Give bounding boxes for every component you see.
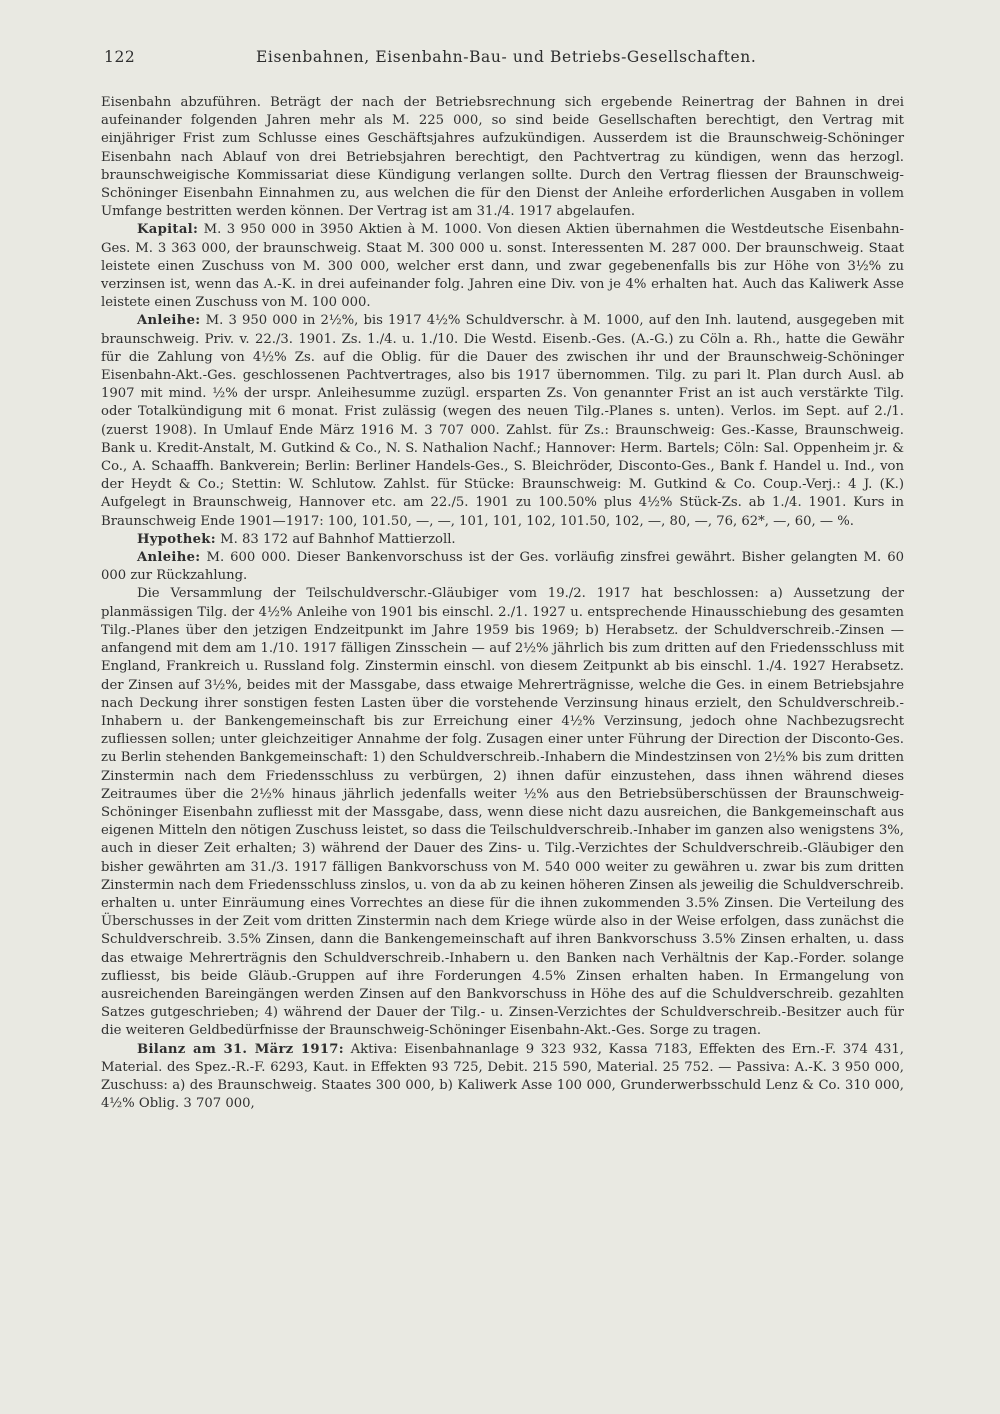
paragraph-continuation xyxy=(101,94,904,221)
paragraph-heading: Kapital: xyxy=(137,222,199,238)
paragraph-heading: Bilanz am 31. März 1917: xyxy=(137,1041,344,1057)
page-header xyxy=(104,48,904,72)
paragraph-anleihe-2 xyxy=(101,549,904,585)
paragraph-heading: Anleihe: xyxy=(137,550,201,566)
paragraph-bilanz xyxy=(101,1041,904,1114)
paragraph-kapital xyxy=(101,221,904,312)
paragraph-anleihe xyxy=(101,312,904,530)
page-number: 122 xyxy=(104,48,136,66)
paragraph-versammlung xyxy=(101,585,904,1040)
paragraph-text: Aktiva: Eisenbahnanlage 9 323 932, Kassa 7183, Effekten des Ern.-F. 374 431, Material. des Spez.-R.-F. 6293, Kaut. in Effekten 93 725, Debit. 215 590, Material. 25 752. — Passiva: A.-K. 3 950 000, Zuschuss: a) des Braunschweig. Staates 300 000, b) Kaliwerk Asse 100 000, Grunderwerbsschuld Lenz & Co. 310 000, 4½% Oblig. 3 707 000, xyxy=(101,1041,904,1112)
paragraph-text: M. 83 172 auf Bahnhof Mattierzoll. xyxy=(220,531,456,547)
running-title: Eisenbahnen, Eisenbahn-Bau- und Betriebs-Gesellschaften. xyxy=(256,48,757,66)
paragraph-text: M. 3 950 000 in 2½%, bis 1917 4½% Schuldverschr. à M. 1000, auf den Inh. lautend, ausgegeben mit braunschweig. Priv. v. 22./3. 1901. Zs. 1./4. u. 1./10. Die Westd. Eisenb.-Ges. (A.-G.) zu Cöln a. Rh., hatte die Gewähr für die Zahlung von 4½% Zs. auf die Oblig. für die Dauer des zwischen ihr und der Braunschweig-Schöninger Eisenbahn-Akt.-Ges. geschlossenen Pachtvertrages, also bis 1917 übernommen. Tilg. zu pari lt. Plan durch Ausl. ab 1907 mit mind. ½% der urspr. Anleihesumme zuzügl. ersparten Zs. Von genannter Frist an ist auch verstärkte Tilg. oder Totalkündigung mit 6 monat. Frist zulässig (wegen des neuen Tilg.-Planes s. unten). Verlos. im Sept. auf 2./1. (zuerst 1908). In Umlauf Ende März 1916 M. 3 707 000. Zahlst. für Zs.: Braunschweig: Ges.-Kasse, Braunschweig. Bank u. Kredit-Anstalt, M. Gutkind & Co., N. S. Nathalion Nachf.; Hannover: Herm. Bartels; Cöln: Sal. Oppenheim jr. & Co., A. Schaaffh. Bankverein; Berlin: Berliner Handels-Ges., S. Bleichröder, Disconto-Ges., Bank f. Handel u. Ind., von der Heydt & Co.; Stettin: W. Schlutow. Zahlst. für Stücke: Braunschweig: M. Gutkind & Co. Coup.-Verj.: 4 J. (K.) Aufgelegt in Braunschweig, Hannover etc. am 22./5. 1901 zu 100.50% plus 4½% Stück-Zs. ab 1./4. 1901. Kurs in Braunschweig Ende 1901—1917: 100, 101.50, —, —, 101, 101, 102, 101.50, 102, —, 80, —, 76, 62*, —, 60, — %. xyxy=(101,313,904,529)
text-body xyxy=(101,94,904,1113)
paragraph-heading: Anleihe: xyxy=(137,313,201,329)
paragraph-text: Die Versammlung der Teilschuldverschr.-Gläubiger vom 19./2. 1917 hat beschlossen: a) Aussetzung der planmässigen Tilg. der 4½% Anleihe von 1901 bis einschl. 2./1. 1927 u. entsprechende Hinausschiebung des gesamten Tilg.-Planes über den jetzigen Endzeitpunkt im Jahre 1959 bis 1969; b) Herabsetz. der Schuldverschreib.-Zinsen — anfangend mit dem am 1./10. 1917 fälligen Zinsschein — auf 2½% jährlich bis zum dritten auf den Friedensschluss mit England, Frankreich u. Russland folg. Zinstermin einschl. von diesem Zeitpunkt ab bis einschl. 1./4. 1927 Herabsetz. der Zinsen auf 3½%, beides mit der Massgabe, dass etwaige Mehrerträgnisse, welche die Ges. in einem Betriebsjahre nach Deckung ihrer sonstigen festen Lasten über die vorstehende Verzinsung hinaus erzielt, den Schuldverschreib.-Inhabern u. der Bankengemeinschaft bis zur Erreichung einer 4½% Verzinsung, jedoch ohne Nachbezugsrecht zufliessen sollen; unter gleichzeitiger Annahme der folg. Zusagen einer unter Führung der Direction der Disconto-Ges. zu Berlin stehenden Bankgemeinschaft: 1) den Schuldverschreib.-Inhabern die Mindestzinsen von 2½% bis zum dritten Zinstermin nach dem Friedensschluss zu verbürgen, 2) ihnen dafür einzustehen, dass ihnen während dieses Zeitraumes über die 2½% hinaus jährlich jedenfalls weiter ½% aus den Betriebsüberschüssen der Braunschweig-Schöninger Eisenbahn zufliesst mit der Massgabe, dass, wenn diese nicht dazu ausreichen, die Bankgemeinschaft aus eigenen Mitteln den nötigen Zuschuss leistet, so dass die Teilschuldverschreib.-Inhaber im ganzen also wenigstens 3%, auch in dieser Zeit erhalten; 3) während der Dauer des Zins- u. Tilg.-Verzichtes der Schuldverschreib.-Gläubiger den bisher gewährten am 31./3. 1917 fälligen Bankvorschuss von M. 540 000 weiter zu gewähren u. zwar bis zum dritten Zinstermin nach dem Friedensschluss zinslos, u. von da ab zu keinen höheren Zinsen als jeweilig die Schuldverschreib. erhalten u. unter Einräumung eines Vorrechtes an diese für die ihnen zukommenden 3.5% Zinsen. Die Verteilung des Überschusses in der Zeit vom dritten Zinstermin nach dem Kriege würde also in der Weise erfolgen, dass zunächst die Schuldverschreib. 3.5% Zinsen, dann die Bankengemeinschaft auf ihren Bankvorschuss 3.5% Zinsen erhalten, u. dass das etwaige Mehrerträgnis den Schuldverschreib.-Inhabern u. den Banken nach Verhältnis der Kap.-Forder. solange zufliesst, bis beide Gläub.-Gruppen auf ihre Forderungen 4.5% Zinsen erhalten haben. In Ermangelung von ausreichenden Bareingängen werden Zinsen auf den Bankvorschuss in Höhe des auf die Schuldverschreib. gezahlten Satzes gutgeschrieben; 4) während der Dauer der Tilg.- u. Zinsen-Verzichtes der Schuldverschreib.-Besitzer auch für die weiteren Geldbedürfnisse der Braunschweig-Schöninger Eisenbahn-Akt.-Ges. Sorge zu tragen. xyxy=(101,586,904,1039)
paragraph-text: Eisenbahn abzuführen. Beträgt der nach der Betriebsrechnung sich ergebende Reinertrag der Bahnen in drei aufeinander folgenden Jahren mehr als M. 225 000, so sind beide Gesellschaften berechtigt, den Vertrag mit einjähriger Frist zum Schlusse eines Geschäftsjahres aufzukündigen. Ausserdem ist die Braunschweig-Schöninger Eisenbahn nach Ablauf von drei Betriebsjahren berechtigt, den Pachtvertrag zu kündigen, wenn das herzogl. braunschweigische Kommissariat diese Kündigung verlangen sollte. Durch den Vertrag fliessen der Braunschweig-Schöninger Eisenbahn Einnahmen zu, aus welchen die für den Dienst der Anleihe erforderlichen Ausgaben in vollem Umfange bestritten werden können. Der Vertrag ist am 31./4. 1917 abgelaufen. xyxy=(101,95,904,220)
paragraph-text: M. 600 000. Dieser Bankenvorschuss ist der Ges. vorläufig zinsfrei gewährt. Bisher gelangten M. 60 000 zur Rückzahlung. xyxy=(101,550,904,584)
paragraph-text: M. 3 950 000 in 3950 Aktien à M. 1000. Von diesen Aktien übernahmen die Westdeutsche Eisenbahn-Ges. M. 3 363 000, der braunschweig. Staat M. 300 000 u. sonst. Interessenten M. 287 000. Der braunschweig. Staat leistete einen Zuschuss von M. 300 000, welcher erst dann, und zwar gegebenenfalls bis zur Höhe von 3½% zu verzinsen ist, wenn das A.-K. in drei aufeinander folg. Jahren eine Div. von je 4% erhalten hat. Auch das Kaliwerk Asse leistete einen Zuschuss von M. 100 000. xyxy=(101,222,904,311)
paragraph-hypothek xyxy=(101,531,904,549)
paragraph-heading: Hypothek: xyxy=(137,531,216,547)
